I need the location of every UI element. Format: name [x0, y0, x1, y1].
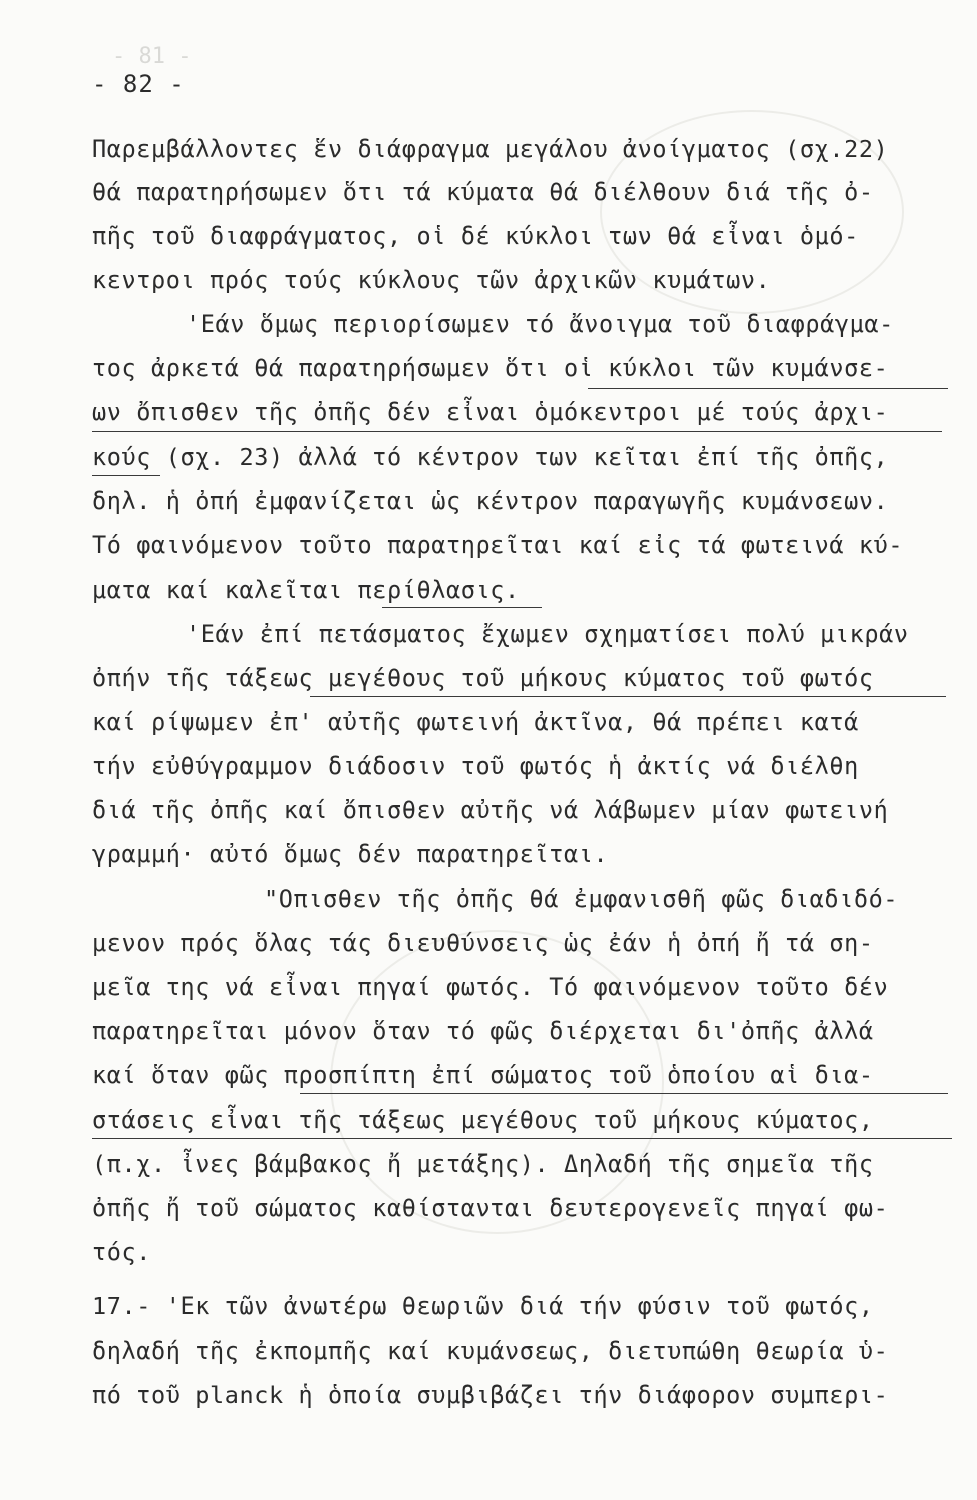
underline [300, 1093, 948, 1094]
text-line: καί ρίψωμεν ἐπ' αὐτῆς φωτεινή ἀκτῖνα, θά πρέπει κατά [92, 708, 859, 736]
text-line: παρατηρεῖται μόνον ὅταν τό φῶς διέρχεται δι'ὀπῆς ἀλλά [92, 1017, 874, 1045]
underline [92, 431, 942, 432]
text-line: 17.- 'Εκ τῶν ἀνωτέρω θεωριῶν διά τήν φύσιν τοῦ φωτός, [92, 1292, 874, 1320]
text-line: Τό φαινόμενον τοῦτο παρατηρεῖται καί εἰς τά φωτεινά κύ- [92, 531, 904, 559]
text-line: τός. [92, 1238, 151, 1266]
text-line: στάσεις εἶναι τῆς τάξεως μεγέθους τοῦ μήκους κύματος, [92, 1106, 874, 1134]
text-line: πῆς τοῦ διαφράγματος, οἱ δέ κύκλοι των θά εἶναι ὁμό- [92, 222, 859, 250]
underline [382, 607, 542, 608]
text-line: 'Εάν ἐπί πετάσματος ἔχωμεν σχηματίσει πολύ μικράν [186, 620, 909, 648]
text-line: καί ὅταν φῶς προσπίπτη ἐπί σώματος τοῦ ὁποίου αἱ δια- [92, 1061, 874, 1089]
text-line: κεντροι πρός τούς κύκλους τῶν ἀρχικῶν κυμάτων. [92, 266, 771, 294]
text-line: δηλαδή τῆς ἐκπομπῆς καί κυμάνσεως, διετυπώθη θεωρία ὑ- [92, 1337, 889, 1365]
text-line: ματα καί καλεῖται περίθλασις. [92, 576, 520, 604]
bleed-through-text: - 81 - [112, 44, 192, 69]
underline [92, 1138, 952, 1139]
text-line: ὀπήν τῆς τάξεως μεγέθους τοῦ μήκους κύματος τοῦ φωτός [92, 664, 874, 692]
underline [92, 475, 160, 476]
text-line: τήν εὐθύγραμμον διάδοσιν τοῦ φωτός ἡ ἀκτίς νά διέλθη [92, 752, 859, 780]
page-number: - 82 - [92, 70, 185, 98]
text-line: ὀπῆς ἤ τοῦ σώματος καθίστανται δευτερογενεῖς πηγαί φω- [92, 1194, 889, 1222]
text-line: ων ὄπισθεν τῆς ὀπῆς δέν εἶναι ὁμόκεντροι μέ τούς ἀρχι- [92, 398, 889, 426]
text-line: Παρεμβάλλοντες ἕν διάφραγμα μεγάλου ἀνοίγματος (σχ.22) [92, 135, 889, 163]
text-line: διά τῆς ὀπῆς καί ὄπισθεν αὐτῆς νά λάβωμεν μίαν φωτεινή [92, 796, 889, 824]
text-line: τος ἀρκετά θά παρατηρήσωμεν ὅτι οἱ κύκλοι τῶν κυμάνσε- [92, 354, 889, 382]
text-line: 'Εάν ὅμως περιορίσωμεν τό ἄνοιγμα τοῦ διαφράγμα- [186, 310, 894, 338]
text-line: δηλ. ἡ ὀπή ἐμφανίζεται ὡς κέντρον παραγωγῆς κυμάνσεων. [92, 487, 889, 515]
text-line: θά παρατηρήσωμεν ὅτι τά κύματα θά διέλθουν διά τῆς ὀ- [92, 178, 874, 206]
text-line: μενον πρός ὅλας τάς διευθύνσεις ὡς ἐάν ἡ ὀπή ἤ τά ση- [92, 929, 874, 957]
text-line: (π.χ. ἶνες βάμβακος ἤ μετάξης). Δηλαδή τῆς σημεῖα τῆς [92, 1150, 874, 1178]
underline [588, 388, 948, 389]
underline [310, 696, 946, 697]
text-line: κούς (σχ. 23) ἀλλά τό κέντρον των κεῖται ἐπί τῆς ὀπῆς, [92, 443, 889, 471]
text-line: μεῖα της νά εἶναι πηγαί φωτός. Τό φαινόμενον τοῦτο δέν [92, 973, 889, 1001]
text-line: πό τοῦ planck ἡ ὁποία συμβιβάζει τήν διάφορον συμπερι- [92, 1381, 889, 1409]
text-line: γραμμή· αὐτό ὅμως δέν παρατηρεῖται. [92, 840, 609, 868]
text-line: "Οπισθεν τῆς ὀπῆς θά ἐμφανισθῆ φῶς διαδιδό- [264, 885, 899, 913]
